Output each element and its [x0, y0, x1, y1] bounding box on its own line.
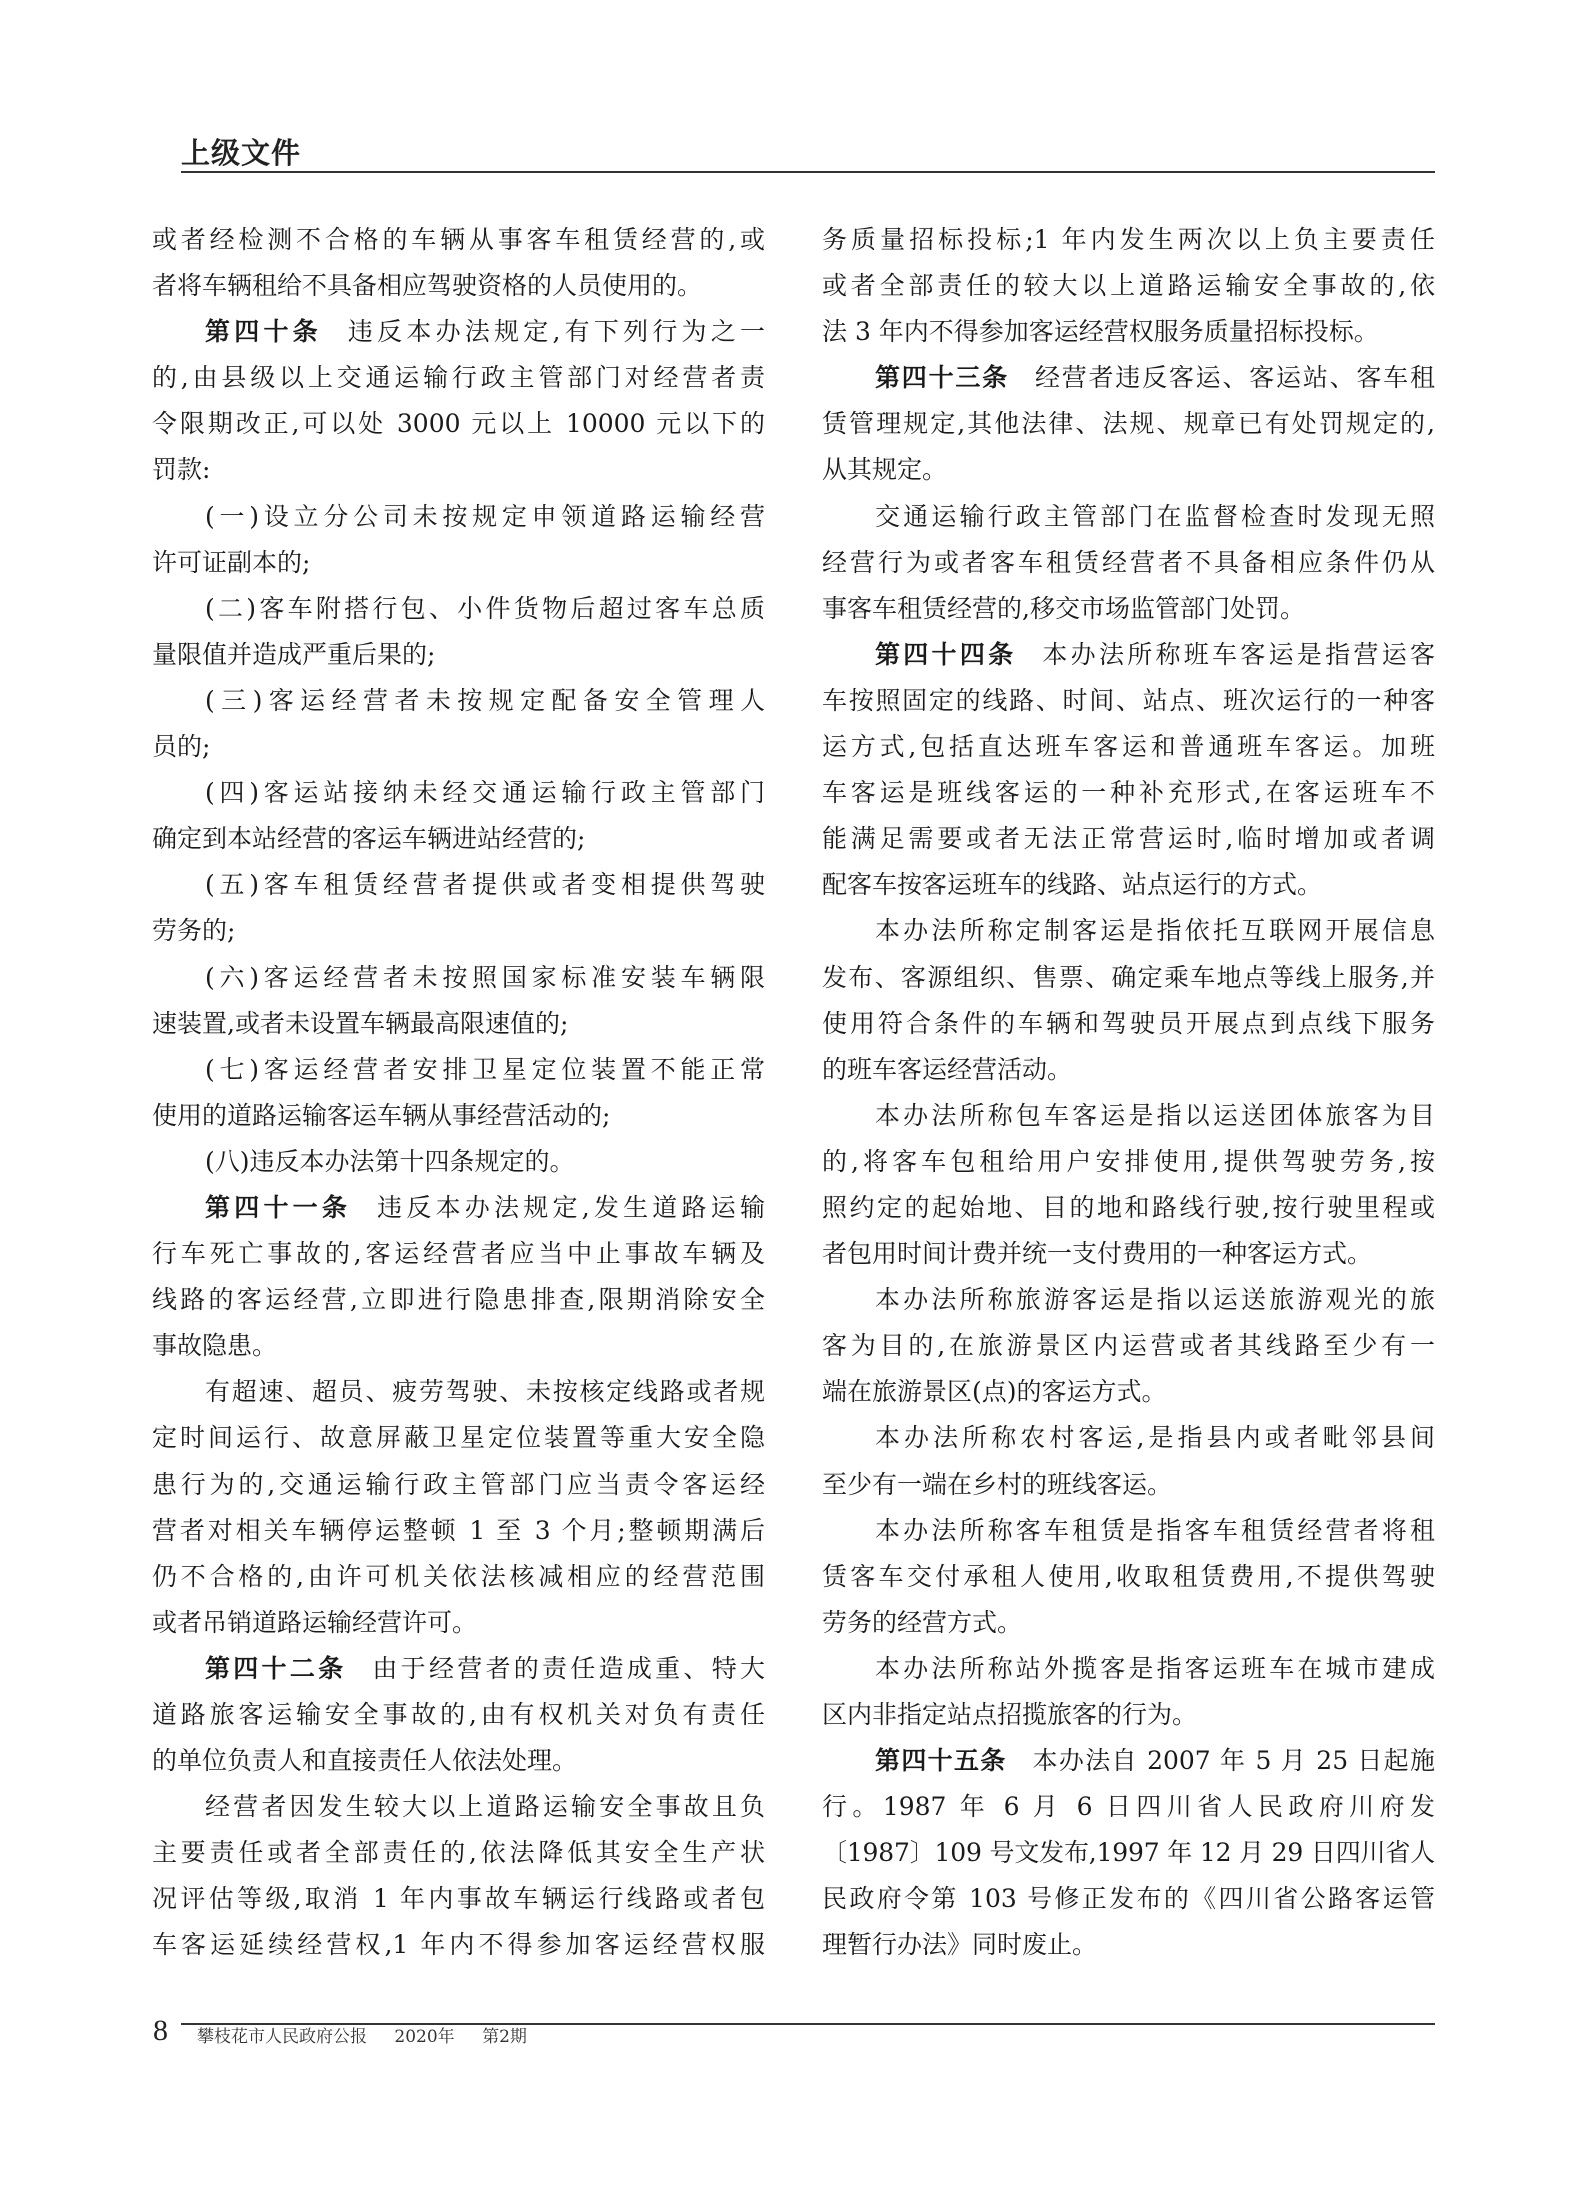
text-line	[822, 955, 1435, 1001]
publication-year: 2020年	[394, 2027, 455, 2047]
text-line	[152, 217, 765, 263]
article-number: 第四十二条	[205, 1653, 347, 1683]
text-line	[152, 447, 765, 493]
text-line	[152, 770, 765, 816]
text-line	[152, 1738, 765, 1784]
line-text: 行。1987 年 6 月 6 日四川省人民政府川府发	[822, 1792, 1435, 1822]
line-text: 许可证副本的;	[152, 547, 311, 577]
text-line	[822, 1185, 1435, 1231]
text-line	[152, 1692, 765, 1738]
article-number: 第四十五条	[875, 1746, 1007, 1776]
text-line	[152, 632, 765, 678]
line-text: 量限值并造成严重后果的;	[152, 639, 436, 669]
line-text: 罚款:	[152, 455, 211, 485]
line-text: 者包用时间计费并统一支付费用的一种客运方式。	[822, 1239, 1373, 1269]
line-text: (二)客车附搭行包、小件货物后超过客车总质	[205, 593, 765, 623]
line-text: 违反本办法规定,发生道路运输	[377, 1192, 765, 1222]
line-text: (三)客运经营者未按规定配备安全管理人	[205, 685, 765, 715]
text-line	[822, 263, 1435, 309]
line-text: 行车死亡事故的,客运经营者应当中止事故车辆及	[152, 1239, 765, 1269]
line-text: 营者对相关车辆停运整顿 1 至 3 个月;整顿期满后	[152, 1515, 765, 1545]
line-text: 至少有一端在乡村的班线客运。	[822, 1469, 1173, 1499]
line-text: 本办法自 2007 年 5 月 25 日起施	[1032, 1746, 1435, 1776]
line-text: 使用的道路运输客运车辆从事经营活动的;	[152, 1100, 611, 1130]
text-line	[822, 816, 1435, 862]
text-line	[822, 1922, 1435, 1968]
line-text: 本办法所称班车客运是指营运客	[1042, 639, 1435, 669]
line-text: 区内非指定站点招揽旅客的行为。	[822, 1700, 1198, 1729]
line-text: 或者经检测不合格的车辆从事客车租赁经营的,或	[152, 225, 765, 254]
text-line	[822, 309, 1435, 355]
header-rule	[181, 171, 1435, 173]
line-text: 定时间运行、故意屏蔽卫星定位装置等重大安全隐	[152, 1423, 765, 1453]
text-line	[152, 816, 765, 862]
text-line	[152, 1369, 765, 1415]
text-line	[152, 263, 765, 309]
text-line	[152, 1415, 765, 1461]
text-line	[822, 678, 1435, 724]
text-line	[822, 1323, 1435, 1369]
publication-issue: 第2期	[482, 2027, 527, 2047]
text-line	[152, 1554, 765, 1600]
line-text: 的,由县级以上交通运输行政主管部门对经营者责	[152, 363, 765, 393]
text-line	[152, 1231, 765, 1277]
line-text: 确定到本站经营的客运车辆进站经营的;	[152, 824, 586, 854]
text-line	[152, 955, 765, 1001]
text-line	[152, 1646, 765, 1692]
line-text: 本办法所称客车租赁是指客车租赁经营者将租	[875, 1515, 1435, 1545]
line-text: 主要责任或者全部责任的,依法降低其安全生产状	[152, 1838, 765, 1868]
line-text: (八)违反本办法第十四条规定的。	[205, 1146, 575, 1176]
line-text: 照约定的起始地、目的地和路线行驶,按行驶里程或	[822, 1192, 1435, 1222]
text-line	[152, 1323, 765, 1369]
text-line	[822, 1462, 1435, 1508]
text-line	[822, 1876, 1435, 1922]
line-text: 本办法所称站外揽客是指客运班车在城市建成	[875, 1653, 1435, 1683]
text-line	[822, 1093, 1435, 1139]
text-line	[152, 1277, 765, 1323]
section-title: 上级文件	[181, 136, 302, 170]
line-text: 令限期改正,可以处 3000 元以上 10000 元以下的	[152, 409, 765, 439]
line-text: 速装置,或者未设置车辆最高限速值的;	[152, 1008, 569, 1038]
line-text: 能满足需要或者无法正常营运时,临时增加或者调	[822, 824, 1435, 854]
line-text: 赁客车交付承租人使用,收取租赁费用,不提供驾驶	[822, 1561, 1435, 1591]
text-line	[152, 862, 765, 908]
text-line	[822, 908, 1435, 954]
line-text: 违反本办法规定,有下列行为之一	[347, 317, 765, 347]
footer-rule	[181, 2023, 1435, 2025]
line-text: 仍不合格的,由许可机关依法核减相应的经营范围	[152, 1561, 765, 1591]
right-column	[822, 217, 1435, 1969]
line-text: 由于经营者的责任造成重、特大	[372, 1653, 765, 1683]
line-text: (四)客运站接纳未经交通运输行政主管部门	[205, 778, 765, 808]
line-text: 经营行为或者客车租赁经营者不具备相应条件仍从	[822, 547, 1435, 577]
line-text: (一)设立分公司未按规定申领道路运输经营	[205, 501, 765, 531]
text-line	[152, 1830, 765, 1876]
text-line	[822, 1231, 1435, 1277]
text-line	[152, 1139, 765, 1185]
line-text: 运方式,包括直达班车客运和普通班车客运。加班	[822, 732, 1435, 762]
text-line	[152, 1922, 765, 1968]
text-line	[822, 1047, 1435, 1093]
text-line	[152, 908, 765, 954]
line-text: 有超速、超员、疲劳驾驶、未按核定线路或者规	[205, 1377, 765, 1407]
line-text: 交通运输行政主管部门在监督检查时发现无照	[875, 501, 1435, 531]
text-line	[822, 1139, 1435, 1185]
article-number: 第四十三条	[875, 363, 1009, 393]
line-text: 赁管理规定,其他法律、法规、规章已有处罚规定的,	[822, 409, 1435, 439]
line-text: 本办法所称农村客运,是指县内或者毗邻县间	[875, 1423, 1435, 1453]
line-text: 车客运是班线客运的一种补充形式,在客运班车不	[822, 778, 1435, 808]
text-line	[152, 1508, 765, 1554]
line-text: 民政府令第 103 号修正发布的《四川省公路客运管	[822, 1884, 1435, 1914]
line-text: 车客运延续经营权,1 年内不得参加客运经营权服	[152, 1930, 765, 1960]
line-text: (七)客运经营者安排卫星定位装置不能正常	[205, 1054, 765, 1084]
text-line	[822, 770, 1435, 816]
publication-name: 攀枝花市人民政府公报	[197, 2027, 367, 2047]
page-number: 8	[153, 2014, 168, 2047]
text-line	[152, 678, 765, 724]
text-line	[822, 1001, 1435, 1047]
text-line	[152, 1784, 765, 1830]
line-text: 事故隐患。	[152, 1331, 278, 1361]
line-text: 劳务的经营方式。	[822, 1607, 1023, 1637]
text-line	[152, 586, 765, 632]
line-text: 况评估等级,取消 1 年内事故车辆运行线路或者包	[152, 1884, 765, 1914]
line-text: 患行为的,交通运输行政主管部门应当责令客运经	[152, 1469, 765, 1499]
text-line	[152, 1462, 765, 1508]
text-line	[152, 494, 765, 540]
line-text: 从其规定。	[822, 455, 948, 485]
line-text: 或者全部责任的较大以上道路运输安全事故的,依	[822, 271, 1435, 301]
line-text: (五)客车租赁经营者提供或者变相提供驾驶	[205, 870, 765, 900]
text-line	[822, 355, 1435, 401]
line-text: 使用符合条件的车辆和驾驶员开展点到点线下服务	[822, 1008, 1435, 1038]
line-text: 线路的客运经营,立即进行隐患排查,限期消除安全	[152, 1285, 765, 1315]
text-line	[822, 494, 1435, 540]
line-text: 客为目的,在旅游景区内运营或者其线路至少有一	[822, 1331, 1435, 1361]
text-line	[822, 632, 1435, 678]
line-text: 〔1987〕109 号文发布,1997 年 12 月 29 日四川省人	[822, 1838, 1435, 1868]
text-line	[152, 1001, 765, 1047]
text-line	[152, 724, 765, 770]
article-number: 第四十条	[205, 317, 322, 347]
text-line	[822, 1415, 1435, 1461]
line-text: 本办法所称旅游客运是指以运送旅游观光的旅	[875, 1285, 1435, 1315]
line-text: 配客车按客运班车的线路、站点运行的方式。	[822, 870, 1323, 900]
text-line	[822, 1369, 1435, 1415]
text-line	[152, 401, 765, 447]
line-text: 务质量招标投标;1 年内发生两次以上负主要责任	[822, 225, 1435, 254]
text-line	[822, 1508, 1435, 1554]
line-text: 车按照固定的线路、时间、站点、班次运行的一种客	[822, 685, 1435, 715]
text-line	[822, 1277, 1435, 1323]
text-line	[822, 1784, 1435, 1830]
article-number: 第四十四条	[875, 639, 1017, 669]
text-line	[822, 1600, 1435, 1646]
text-line	[152, 540, 765, 586]
text-line	[822, 724, 1435, 770]
text-line	[152, 309, 765, 355]
line-text: 员的;	[152, 732, 211, 762]
text-line	[822, 217, 1435, 263]
line-text: 或者吊销道路运输经营许可。	[152, 1607, 478, 1637]
text-line	[152, 1185, 765, 1231]
line-text: 的班车客运经营活动。	[822, 1054, 1073, 1084]
footer-publication-info	[197, 2026, 549, 2048]
text-line	[152, 355, 765, 401]
text-line	[822, 1830, 1435, 1876]
line-text: 本办法所称包车客运是指以运送团体旅客为目	[875, 1100, 1435, 1130]
left-column	[152, 217, 765, 1969]
line-text: 端在旅游景区(点)的客运方式。	[822, 1377, 1167, 1407]
line-text: 者将车辆租给不具备相应驾驶资格的人员使用的。	[152, 271, 703, 301]
line-text: 法 3 年内不得参加客运经营权服务质量招标投标。	[822, 317, 1379, 347]
text-line	[152, 1876, 765, 1922]
article-number: 第四十一条	[205, 1192, 352, 1222]
text-line	[822, 1692, 1435, 1738]
line-text: (六)客运经营者未按照国家标准安装车辆限	[205, 962, 765, 992]
text-line	[152, 1600, 765, 1646]
text-line	[822, 586, 1435, 632]
line-text: 的单位负责人和直接责任人依法处理。	[152, 1746, 578, 1776]
text-line	[822, 401, 1435, 447]
line-text: 经营者因发生较大以上道路运输安全事故且负	[205, 1792, 765, 1822]
line-text: 的,将客车包租给用户安排使用,提供驾驶劳务,按	[822, 1146, 1435, 1176]
line-text: 本办法所称定制客运是指依托互联网开展信息	[875, 916, 1435, 946]
line-text: 经营者违反客运、客运站、客车租	[1034, 363, 1435, 393]
text-line	[822, 1738, 1435, 1784]
text-line	[152, 1093, 765, 1139]
line-text: 道路旅客运输安全事故的,由有权机关对负有责任	[152, 1700, 765, 1729]
text-line	[822, 447, 1435, 493]
text-line	[822, 862, 1435, 908]
line-text: 发布、客源组织、售票、确定乘车地点等线上服务,并	[822, 962, 1435, 992]
line-text: 理暂行办法》同时废止。	[822, 1930, 1098, 1960]
line-text: 事客车租赁经营的,移交市场监管部门处罚。	[822, 593, 1305, 623]
line-text: 劳务的;	[152, 916, 236, 946]
text-line	[822, 1646, 1435, 1692]
text-line	[822, 1554, 1435, 1600]
text-line	[822, 540, 1435, 586]
text-line	[152, 1047, 765, 1093]
